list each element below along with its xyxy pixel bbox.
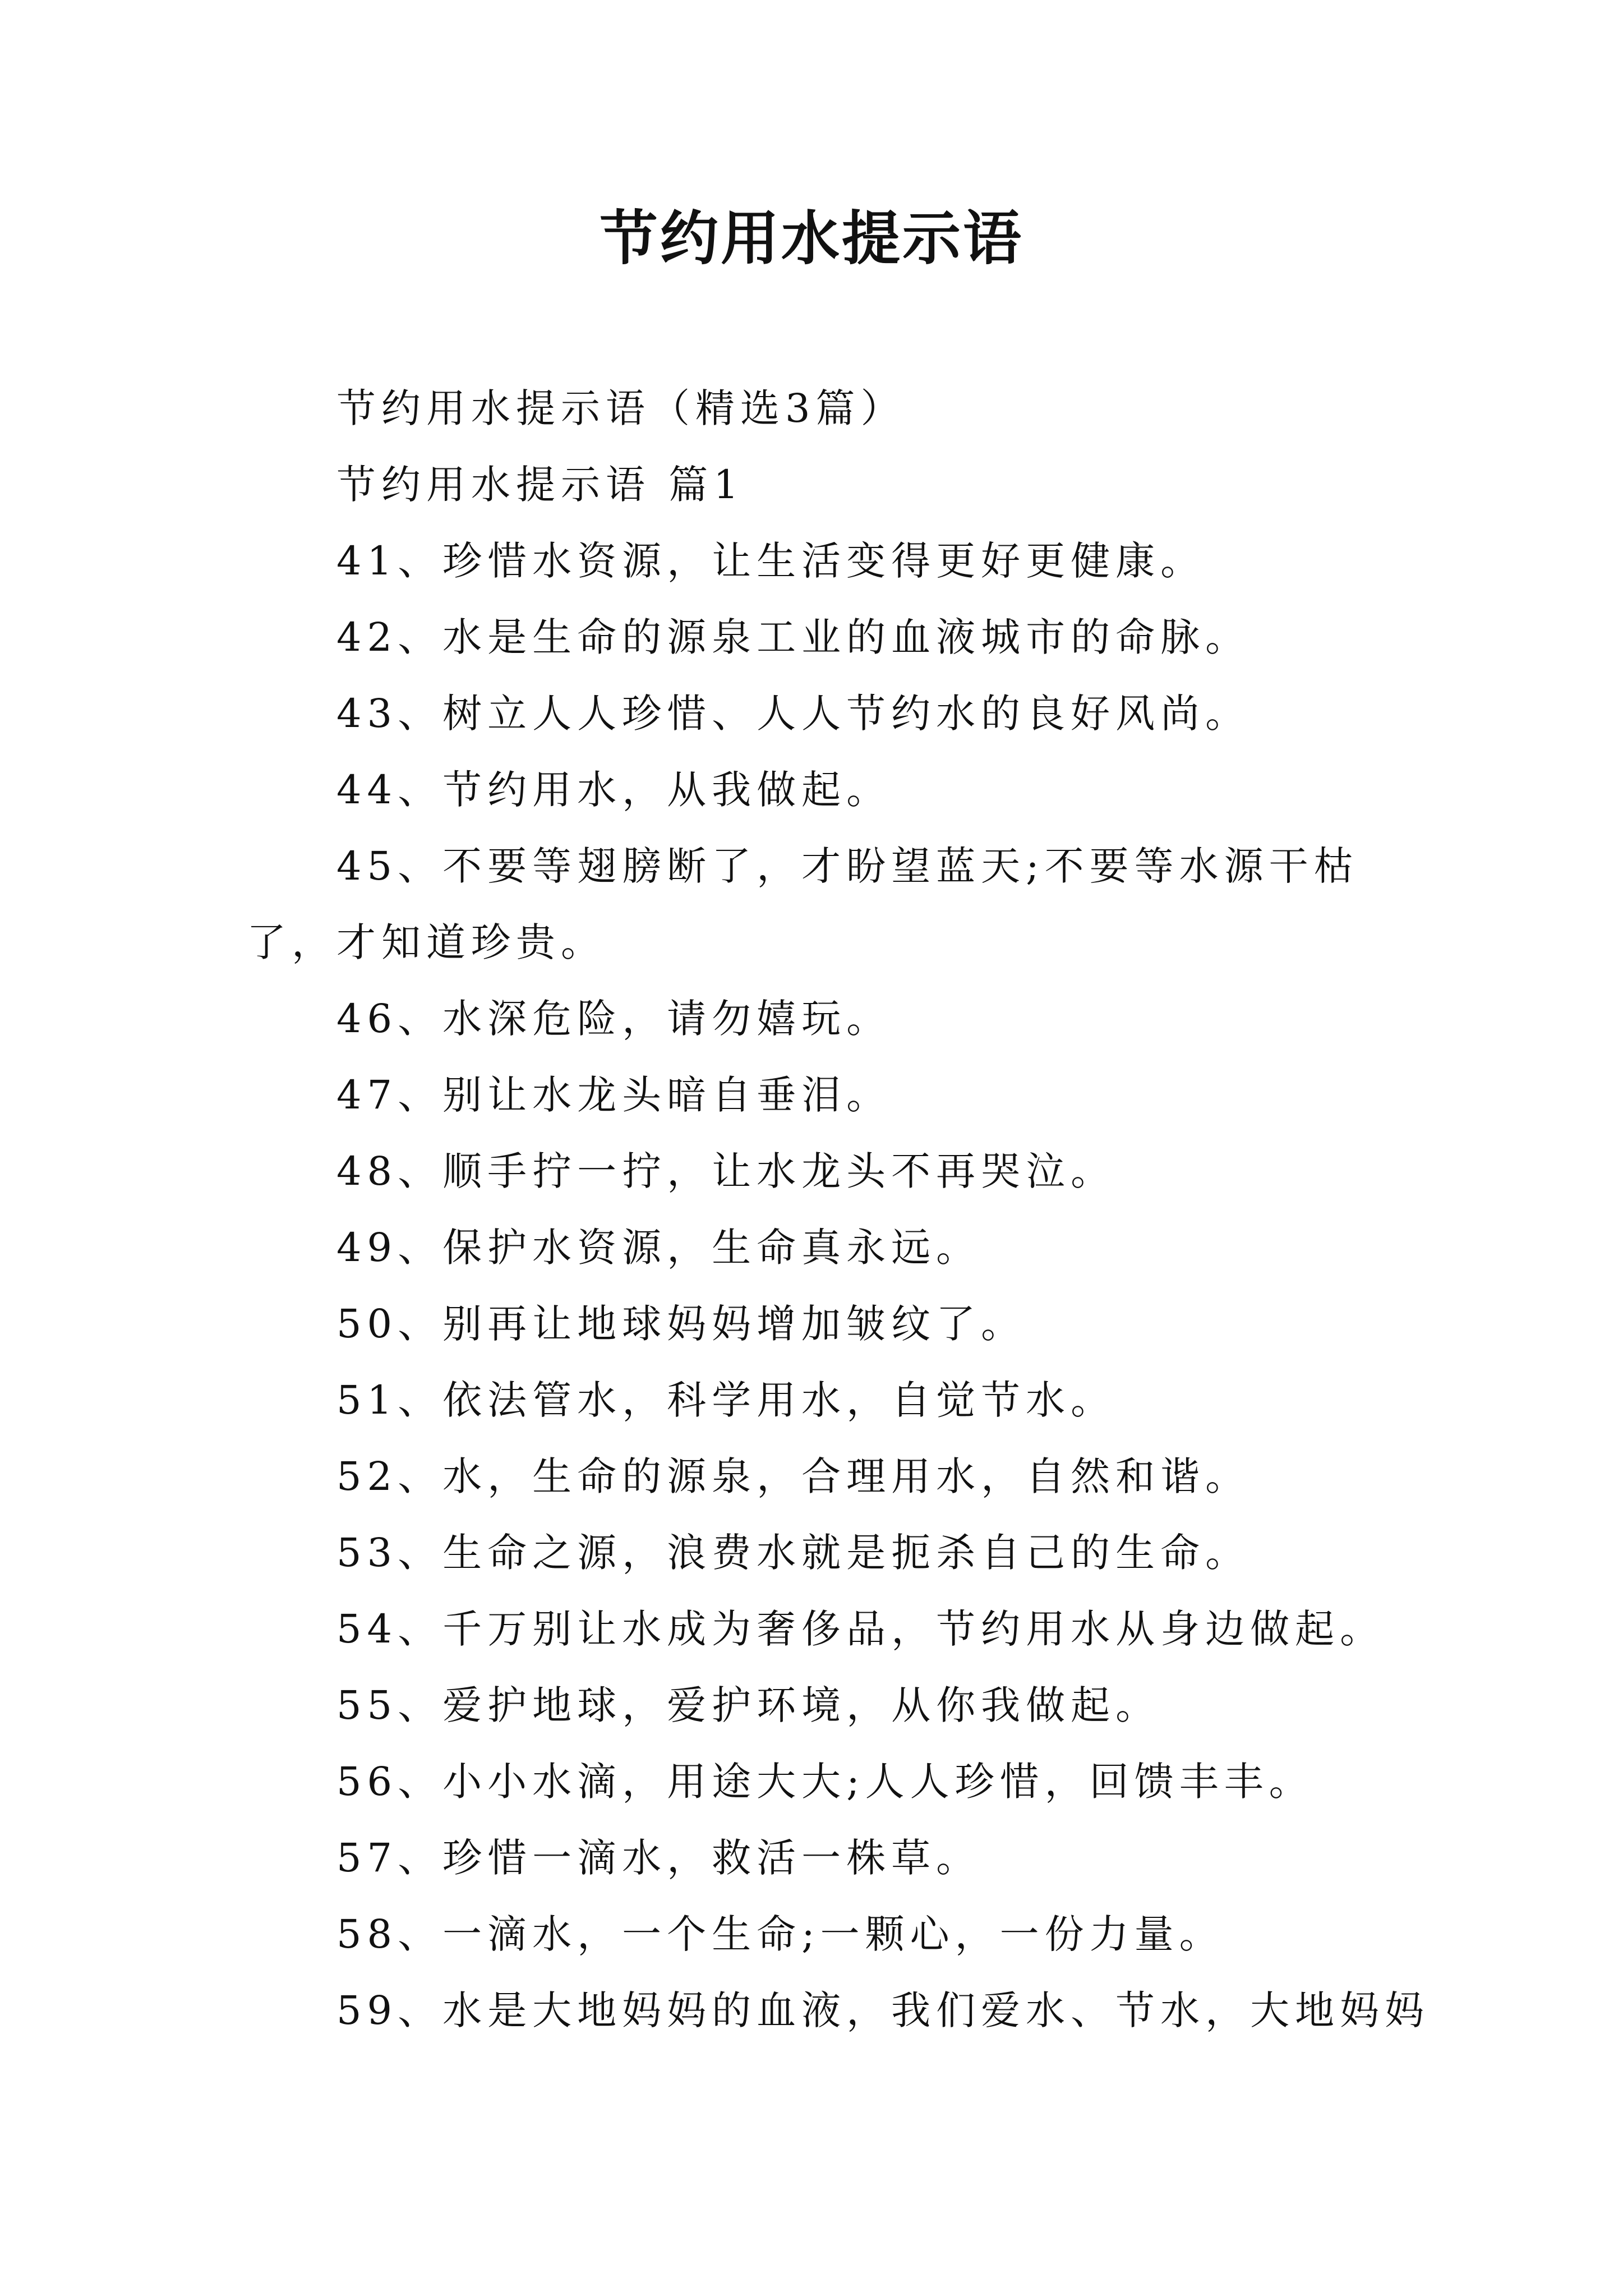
paragraph: 55、爱护地球，爱护环境，从你我做起。	[336, 1682, 1161, 1728]
document-body	[247, 370, 1447, 2049]
paragraph: 50、别再让地球妈妈增加皱纹了。	[336, 1301, 1026, 1347]
paragraph: 48、顺手拧一拧，让水龙头不再哭泣。	[336, 1148, 1116, 1194]
paragraph: 42、水是生命的源泉工业的血液城市的命脉。	[336, 614, 1251, 660]
paragraph: 51、依法管水，科学用水，自觉节水。	[336, 1377, 1116, 1423]
paragraph: 47、别让水龙头暗自垂泪。	[336, 1072, 892, 1118]
paragraph: 45、不要等翅膀断了，才盼望蓝天;不要等水源干枯了，才知道珍贵。	[247, 843, 1359, 965]
paragraph: 57、珍惜一滴水，救活一株草。	[336, 1835, 981, 1881]
paragraph: 58、一滴水，一个生命;一颗心，一份力量。	[336, 1911, 1224, 1957]
paragraph: 46、水深危险，请勿嬉玩。	[336, 996, 892, 1042]
paragraph: 41、珍惜水资源，让生活变得更好更健康。	[336, 538, 1206, 584]
paragraph: 56、小小水滴，用途大大;人人珍惜，回馈丰丰。	[336, 1759, 1314, 1805]
paragraph: 49、保护水资源，生命真永远。	[336, 1225, 981, 1271]
paragraph: 59、水是大地妈妈的血液，我们爱水、节水，大地妈妈	[336, 1987, 1430, 2033]
paragraph: 44、节约用水，从我做起。	[336, 767, 892, 813]
paragraph: 43、树立人人珍惜、人人节约水的良好风尚。	[336, 691, 1251, 737]
paragraph: 节约用水提示语 篇1	[336, 462, 744, 508]
paragraph: 54、千万别让水成为奢侈品，节约用水从身边做起。	[336, 1606, 1385, 1652]
paragraph: 节约用水提示语（精选3篇）	[336, 385, 906, 431]
page-title: 节约用水提示语	[599, 204, 1023, 273]
paragraph: 52、水，生命的源泉，合理用水，自然和谐。	[336, 1453, 1251, 1499]
paragraph: 53、生命之源，浪费水就是扼杀自己的生命。	[336, 1530, 1251, 1576]
